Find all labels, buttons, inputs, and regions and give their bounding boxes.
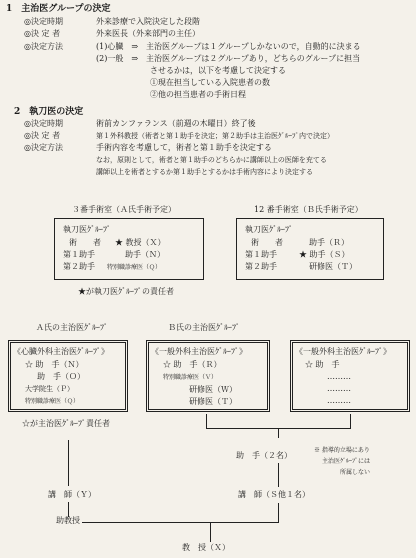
or-b-group: 執刀医ｸﾞﾙｰﾌﾟ xyxy=(245,225,293,234)
section2-heading: 2 執刀医の決定 xyxy=(14,107,84,117)
connector-line xyxy=(210,522,211,542)
grp-c-box xyxy=(290,340,410,412)
grp-c-title: 《一般外科主治医ｸﾞﾙｰﾌﾟ》 xyxy=(295,347,391,356)
or-a-name3: 特別職診療医（Ｑ） xyxy=(107,264,162,271)
s2-how-line1: 手術内容を考慮して，術者と第１助手を決定する xyxy=(96,143,272,152)
grp-a-member1: ☆ 助 手（Ｎ） xyxy=(25,360,84,369)
s1-general-line: (2)一般 ⇒ 主治医グループは２グループあり，どちらのグループに担当 xyxy=(96,54,361,63)
or-a-title: ３番手術室（Ａ氏手術予定） xyxy=(72,205,176,214)
or-b-title: 12 番手術室（Ｂ氏手術予定） xyxy=(254,205,363,214)
or-b-name3: 研修医（Ｔ） xyxy=(309,262,357,271)
grp-c-dots2: ……… xyxy=(327,384,351,393)
or-a-name1: ★ 教授（Ｘ） xyxy=(115,238,166,247)
grp-b-member2: 特別職診療医（Ｖ） xyxy=(163,374,218,381)
grp-a-member3: 大学院生（Ｐ） xyxy=(25,385,74,393)
s1-point2: ②他の担当患者の手術日程 xyxy=(150,90,246,99)
s2-how-line3: 講師以上を術者とするか第１助手とするかは手術内容により決定する xyxy=(96,168,313,176)
s1-how-label: ◎決定方法 xyxy=(24,42,63,51)
or-a-role2: 第１助手 xyxy=(63,250,95,259)
or-b-name1: 助手（Ｒ） xyxy=(309,238,349,247)
connector-line xyxy=(206,414,207,428)
connector-line xyxy=(350,414,351,428)
s2-when-value: 術前カンファランス（前週の木曜日）終了後 xyxy=(96,119,256,128)
connector-line xyxy=(278,428,279,438)
grp-c-member1: ☆ 助 手 xyxy=(305,360,340,369)
or-b-name2: ★ 助手（Ｓ） xyxy=(299,250,350,259)
s2-how-line2: なお，原則として，術者と第１助手のどちらかに講師以上の医師を充てる xyxy=(96,156,327,164)
grp-a-member4: 特別職診療医（Ｑ） xyxy=(25,398,80,405)
org-lecturer-left: 講 師（Ｙ） xyxy=(48,490,96,499)
or-b-role2: 第１助手 xyxy=(245,250,277,259)
grp-a-title: 《心臓外科主治医ｸﾞﾙｰﾌﾟ》 xyxy=(13,347,109,356)
s1-who-label: ◎決 定 者 xyxy=(24,29,61,38)
org-assist-note1: ※ 指導的立場にあり xyxy=(314,447,370,454)
or-b-role3: 第２助手 xyxy=(245,262,277,271)
s2-when-label: ◎決定時期 xyxy=(24,119,63,128)
grp-b-member4: 研修医（Ｔ） xyxy=(189,397,237,406)
grp-b-member1: ☆ 助 手（Ｒ） xyxy=(163,360,222,369)
org-professor: 教 授（Ｘ） xyxy=(182,543,230,552)
section1-heading: 1 主治医グループの決定 xyxy=(6,4,111,14)
or-b-role1: 術 者 xyxy=(251,238,283,247)
or-a-role3: 第２助手 xyxy=(63,262,95,271)
connector-line xyxy=(278,503,279,522)
grp-b-caption: Ｂ氏の主治医ｸﾞﾙｰﾌﾟ xyxy=(168,323,240,332)
s1-point1: ①現在担当している入院患者の数 xyxy=(150,78,270,87)
s2-who-value: 第１外科教授（術者と第１助手を決定；第２助手は主治医ｸﾞﾙｰﾌﾟ内で決定） xyxy=(96,132,334,140)
grp-b-box xyxy=(146,340,270,412)
grp-c-dots1: ……… xyxy=(327,372,351,381)
grp-a-note: ☆が主治医ｸﾞﾙｰﾌﾟ責任者 xyxy=(22,419,110,428)
grp-a-member2: 助 手（Ｏ） xyxy=(37,372,85,381)
or-b-box xyxy=(236,218,384,280)
org-assist-note2: 主治医ｸﾞﾙｰﾌﾟには xyxy=(322,458,371,465)
or-a-role1: 術 者 xyxy=(69,238,101,247)
grp-a-box xyxy=(8,340,128,412)
org-assist: 助 手（２名） xyxy=(236,451,292,460)
s2-who-label: ◎決 定 者 xyxy=(24,131,61,140)
grp-b-member3: 研修医（Ｗ） xyxy=(189,385,237,394)
org-assoc-prof: 助教授 xyxy=(56,516,80,525)
s1-who-value: 外来医長（外来部門の主任） xyxy=(96,29,200,38)
s1-heart-line: (1)心臓 ⇒ 主治医グループは１グループしかないので，自動的に決まる xyxy=(96,42,361,51)
org-lecturer-right: 講 師（Ｓ他１名） xyxy=(238,490,310,499)
connector-line xyxy=(278,463,279,487)
or-a-box xyxy=(54,218,204,280)
grp-c-dots3: ……… xyxy=(327,396,351,405)
s1-when-label: ◎決定時期 xyxy=(24,17,63,26)
connector-line xyxy=(68,440,69,486)
s1-when-value: 外来診療で入院決定した段階 xyxy=(96,17,200,26)
or-a-name2: 助手（Ｎ） xyxy=(125,250,165,259)
s2-how-label: ◎決定方法 xyxy=(24,143,63,152)
or-a-group: 執刀医ｸﾞﾙｰﾌﾟ xyxy=(63,225,111,234)
connector-line xyxy=(68,522,279,523)
grp-b-title: 《一般外科主治医ｸﾞﾙｰﾌﾟ》 xyxy=(151,347,247,356)
grp-a-caption: Ａ氏の主治医ｸﾞﾙｰﾌﾟ xyxy=(36,323,108,332)
s1-general-cont: させるかは，以下を考慮して決定する xyxy=(150,66,286,75)
org-assist-note3: 所属しない xyxy=(340,469,371,476)
or-a-note: ★が執刀医ｸﾞﾙｰﾌﾟの責任者 xyxy=(78,287,174,296)
